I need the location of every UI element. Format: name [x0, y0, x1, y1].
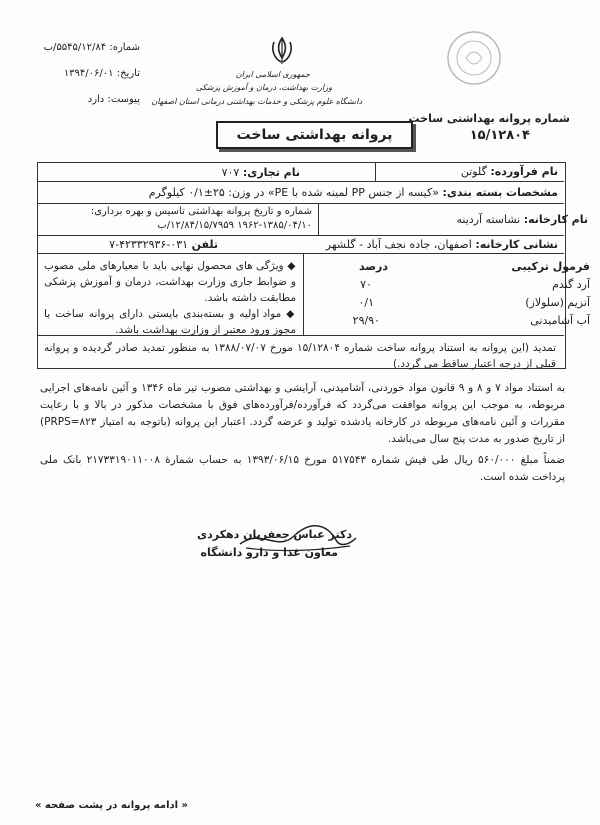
establishment-label: شماره و تاریخ پروانه بهداشتی تاسیس و بهره برداری:	[90, 206, 312, 217]
product-row	[37, 162, 564, 182]
factory-name-label: نام کارخانه:	[523, 213, 588, 226]
ministry-line-3: دانشگاه علوم پزشکی و خدمات بهداشتی درمانی استان اصفهان	[151, 97, 362, 106]
packaging-label: مشخصات بسته بندی:	[442, 186, 558, 199]
license-number-label: شماره پروانه بهداشتی ساخت	[408, 112, 570, 125]
signatory-position: معاون غذا و دارو دانشگاه	[200, 546, 338, 559]
note-item: ◆ ویژگی های محصول نهایی باید با معیارهای ملی مصوب و ضوابط جاری وزارت بهداشت، درمان و آموزش پزشکی مطابقت داشته باشد.	[44, 260, 296, 304]
phone	[109, 238, 218, 251]
factory-name	[457, 213, 588, 226]
trade-name-value: ۷۰۷	[221, 166, 240, 179]
product-name-value: گلوتن	[460, 165, 487, 178]
formula-item-name: آنزیم (سلولاز)	[525, 296, 590, 309]
signatory-name: دکتر عباس جعفریان دهکردی	[197, 528, 352, 541]
renewal-text: تمدید (این پروانه به استناد پروانه ساخت شماره ۱۵/۱۲۸۰۴ مورخ ۱۳۸۸/۰۷/۰۷ به منظور تمدید صادر گردیده و پروانه قبلی از درجه اعتبار ساقط می گردد.)	[44, 342, 556, 370]
continued-note: « ادامه پروانه در پشت صفحه »	[34, 800, 188, 811]
formula-item-name: آب آشامیدنی	[530, 314, 590, 327]
packaging-value: «کیسه از جنس PP لمینه شده با PE» در وزن: ۲۵±۰/۱ کیلوگرم	[148, 186, 439, 199]
address-label: نشانی کارخانه:	[475, 238, 558, 251]
number-row	[44, 42, 140, 53]
iran-emblem-icon	[269, 36, 295, 66]
attachment-label: پیوست:	[107, 94, 140, 105]
address-value: اصفهان، جاده نجف آباد - گلشهر	[325, 238, 472, 251]
formula-item-percent: ۰/۱	[358, 296, 374, 309]
ministry-line-1: جمهوری اسلامی ایران	[235, 70, 310, 79]
number-label: شماره:	[109, 42, 140, 53]
date-label: تاریخ:	[116, 68, 140, 79]
factory-name-value: نشاسته آردینه	[456, 213, 521, 226]
date-value: ۱۳۹۴/۰۶/۰۱	[63, 68, 114, 79]
attachment-row	[88, 94, 140, 105]
license-number-value: ۱۵/۱۲۸۰۴	[469, 128, 530, 143]
page-title: پروانه بهداشتی ساخت	[216, 121, 413, 149]
formula-percent-header: درصد	[359, 260, 388, 273]
establishment-value: ۱۹۶۲-۱۳۸۵/۰۴/۱۰ ۱۲/۸۴/۱۵/۷۹۵۹/ب	[157, 220, 312, 231]
packaging-row	[37, 182, 564, 204]
product-name-label: نام فرآورده:	[490, 165, 558, 178]
date-row	[64, 68, 140, 79]
formula-item-percent: ۲۹/۹۰	[352, 314, 380, 327]
divider	[318, 204, 319, 236]
university-seal-icon	[444, 28, 504, 88]
divider	[375, 162, 376, 182]
number-value: ۵۵۴۵/۱۲/۸۴/ب	[43, 42, 107, 53]
trade-name-label: نام تجاری:	[242, 166, 300, 179]
note-item: ◆ مواد اولیه و بسته‌بندی بایستی دارای پروانه ساخت یا مجوز ورود معتبر از وزارت بهداشت باشد.	[44, 308, 296, 336]
formula-title: فرمول ترکیبی	[511, 260, 590, 273]
body-paragraph: ضمناً مبلغ ۵۶۰/۰۰۰ ریال طی فیش شماره ۵۱۷۵۴۳ مورخ ۱۳۹۳/۰۶/۱۵ به حساب شمارهٔ ۲۱۷۳۳۱۹۰۱۱۰۰۸ بانک ملی پرداخت شده است.	[40, 454, 565, 483]
formula-item-percent: ۷۰	[360, 278, 372, 291]
attachment-value: دارد	[87, 94, 105, 105]
formula-notes	[44, 258, 296, 338]
trade-name	[222, 166, 300, 179]
license-body	[40, 380, 565, 486]
phone-value: ۰۳۱-۴۲۳۳۲۹۳۶-۷	[109, 238, 189, 251]
ministry-line-2: وزارت بهداشت، درمان و آموزش پزشکی	[195, 83, 332, 92]
divider	[303, 254, 304, 336]
phone-label: تلفن	[191, 238, 218, 251]
body-paragraph: به استناد مواد ۷ و ۸ و ۹ قانون مواد خوردنی، آشامیدنی، آرایشی و بهداشتی مصوب تیر ماه ۱۳۴۶ و آئین نامه‌های اجرایی مربوطه، به موجب این پروانه موافقت می‌گردد که فرآورده/فرآورده‌های فوق با مشخصات مذکور در بالا و با رعایت مقررات و آئین نامه‌های مربوطه در کارخانه یادشده تولید و عرضه گردد. اعتبار این پروانه (باتوجه به امتیاز PRPS=۸۲۳) از تاریخ صدور به مدت پنج سال می‌باشد.	[40, 382, 566, 445]
formula-item-name: آرد گندم	[552, 278, 590, 291]
